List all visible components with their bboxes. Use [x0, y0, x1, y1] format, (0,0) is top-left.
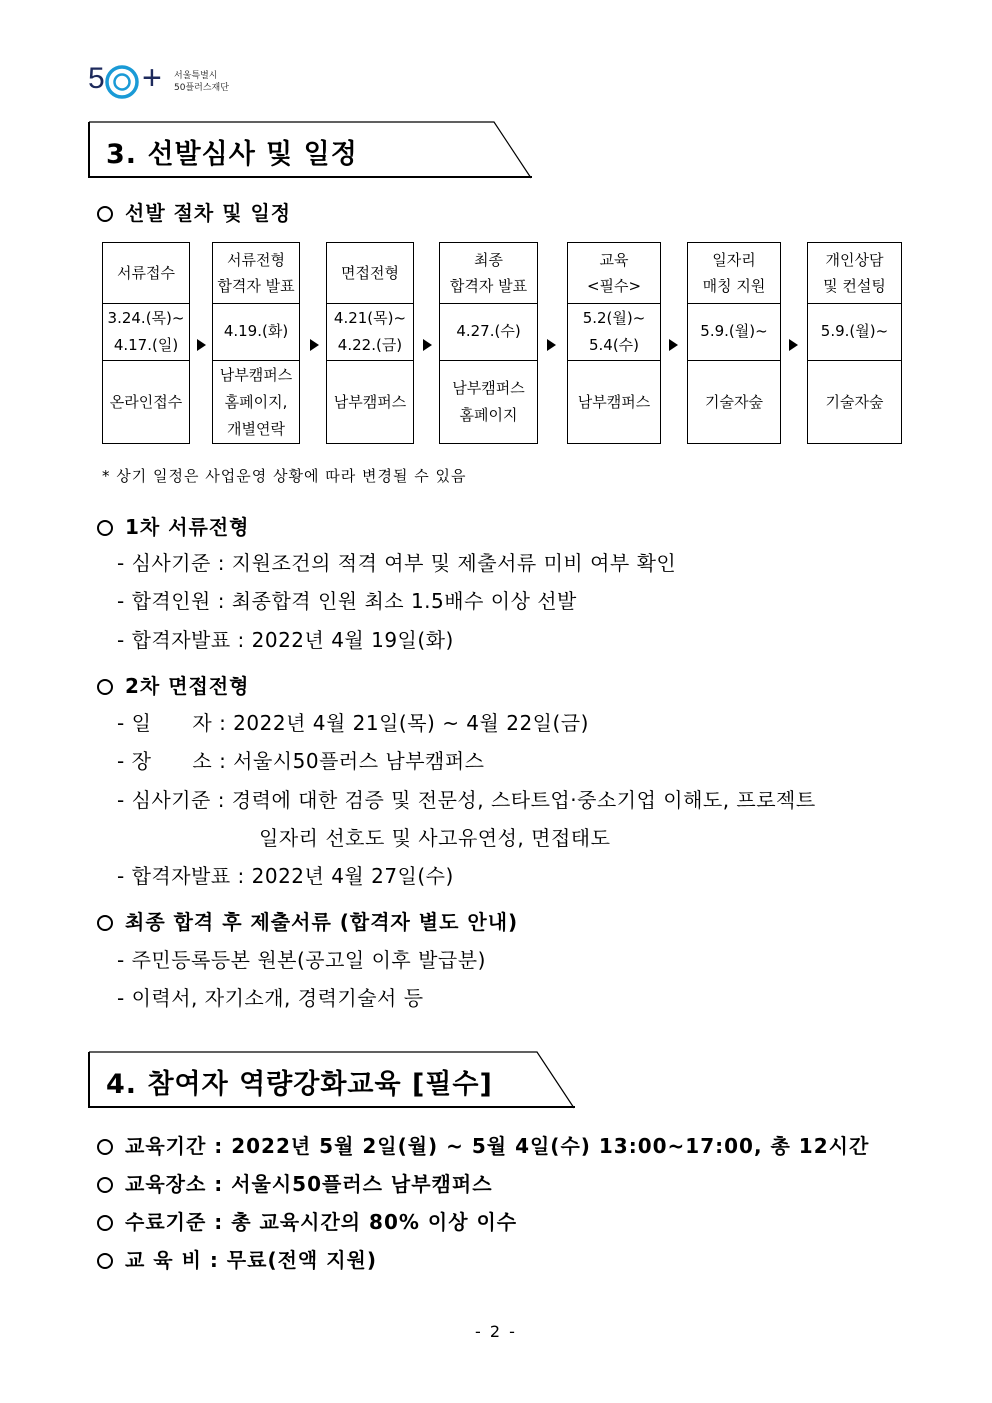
- schedule-heading-text: 선발 절차 및 일정: [125, 201, 292, 225]
- step-date: 3.24.(목)~ 4.17.(일): [103, 303, 189, 361]
- final-documents-heading: [97, 906, 518, 935]
- schedule-note: * 상기 일정은 사업운영 상황에 따라 변경될 수 있음: [102, 467, 467, 485]
- circle-bullet-icon: [97, 679, 113, 695]
- second-interview-item: - 장 소 : 서울시50플러스 남부캠퍼스: [117, 749, 485, 773]
- arrow-right-icon: [310, 339, 319, 351]
- education-item: [97, 1244, 377, 1273]
- foundation-logo: [88, 59, 258, 102]
- arrow-right-icon: [789, 339, 798, 351]
- step-title: 최종 합격자 발표: [440, 243, 537, 304]
- arrow-right-icon: [197, 339, 206, 351]
- step-place: 남부캠퍼스: [577, 392, 651, 411]
- first-screening-item: - 심사기준 : 지원조건의 적격 여부 및 제출서류 미비 여부 확인: [117, 551, 677, 575]
- logo-line-2: 50플러스재단: [174, 83, 229, 93]
- second-interview-item: - 일 자 : 2022년 4월 21일(목) ~ 4월 22일(금): [117, 711, 589, 735]
- section-3-title: 3. 선발심사 및 일정: [106, 139, 358, 170]
- logo-line-1: 서울특별시: [174, 71, 218, 81]
- circle-bullet-icon: [97, 1215, 113, 1231]
- arrow-right-icon: [423, 339, 432, 351]
- step-date: 4.19.(화): [213, 303, 299, 361]
- schedule-heading: [97, 197, 291, 226]
- education-item: [97, 1206, 517, 1235]
- second-interview-item: - 합격자발표 : 2022년 4월 27일(수): [117, 864, 454, 888]
- circle-bullet-icon: [97, 915, 113, 931]
- education-item-text: 수료기준 : 총 교육시간의 80% 이상 이수: [125, 1210, 518, 1234]
- second-interview-item: - 심사기준 : 경력에 대한 검증 및 전문성, 스타트업·중소기업 이해도, 프로젝트: [117, 788, 816, 812]
- second-interview-item-continued: 일자리 선호도 및 사고유연성, 면접태도: [259, 826, 611, 850]
- arrow-right-icon: [547, 339, 556, 351]
- step-title: 서류전형 합격자 발표: [213, 243, 299, 304]
- flow-step: [439, 242, 538, 444]
- flow-step: [687, 242, 781, 444]
- final-documents-item: - 이력서, 자기소개, 경력기술서 등: [117, 986, 424, 1010]
- education-item-text: 교육기간 : 2022년 5월 2일(월) ~ 5월 4일(수) 13:00~17:00, 총 12시간: [125, 1134, 870, 1158]
- step-date: 5.9.(월)~: [808, 303, 901, 361]
- step-place: 기술자숲: [825, 392, 884, 411]
- step-place: 온라인접수: [109, 392, 183, 411]
- first-screening-heading: [97, 511, 249, 540]
- second-interview-heading: [97, 670, 249, 699]
- arrow-right-icon: [669, 339, 678, 351]
- step-title: 서류접수: [103, 243, 189, 304]
- final-documents-heading-text: 최종 합격 후 제출서류 (합격자 별도 안내): [125, 910, 519, 934]
- education-item-text: 교육장소 : 서울시50플러스 남부캠퍼스: [125, 1172, 493, 1196]
- step-place: 남부캠퍼스: [333, 392, 407, 411]
- flow-step: [807, 242, 902, 444]
- education-item: [97, 1168, 493, 1197]
- first-screening-item: - 합격인원 : 최종합격 인원 최소 1.5배수 이상 선발: [117, 589, 577, 613]
- flow-step: [567, 242, 661, 444]
- step-date: 4.21(목)~ 4.22.(금): [327, 303, 413, 361]
- step-place: 남부캠퍼스 홈페이지, 개별연락: [219, 365, 293, 438]
- education-item: [97, 1130, 869, 1159]
- step-date: 4.27.(수): [440, 303, 537, 361]
- circle-bullet-icon: [97, 1253, 113, 1269]
- section-3-header: [88, 121, 533, 179]
- first-screening-heading-text: 1차 서류전형: [125, 515, 250, 539]
- logo-text: [174, 70, 229, 94]
- logo-plus: +: [142, 59, 162, 97]
- step-date: 5.9.(월)~: [688, 303, 780, 361]
- circle-bullet-icon: [97, 1139, 113, 1155]
- circle-bullet-icon: [97, 520, 113, 536]
- final-documents-item: - 주민등록등본 원본(공고일 이후 발급분): [117, 948, 486, 972]
- step-place: 남부캠퍼스 홈페이지: [452, 379, 525, 424]
- education-item-text: 교 육 비 : 무료(전액 지원): [125, 1248, 377, 1272]
- step-title: 일자리 매칭 지원: [688, 243, 780, 304]
- step-date: 5.2(월)~ 5.4(수): [568, 303, 660, 361]
- target-ring-icon: [104, 64, 140, 100]
- section-4-title: 4. 참여자 역량강화교육 [필수]: [106, 1069, 493, 1100]
- step-title: 개인상담 및 컨설팅: [808, 243, 901, 304]
- page-number: - 2 -: [475, 1322, 517, 1341]
- step-place: 기술자숲: [705, 392, 763, 411]
- step-title: 면접전형: [327, 243, 413, 304]
- flow-step: [212, 242, 300, 444]
- second-interview-heading-text: 2차 면접전형: [125, 674, 250, 698]
- flow-step: [102, 242, 190, 444]
- step-title: 교육 <필수>: [568, 243, 660, 304]
- circle-bullet-icon: [97, 1177, 113, 1193]
- flow-step: [326, 242, 414, 444]
- circle-bullet-icon: [97, 206, 113, 222]
- logo-number: 5: [88, 62, 105, 95]
- first-screening-item: - 합격자발표 : 2022년 4월 19일(화): [117, 628, 454, 652]
- section-4-header: [88, 1051, 576, 1109]
